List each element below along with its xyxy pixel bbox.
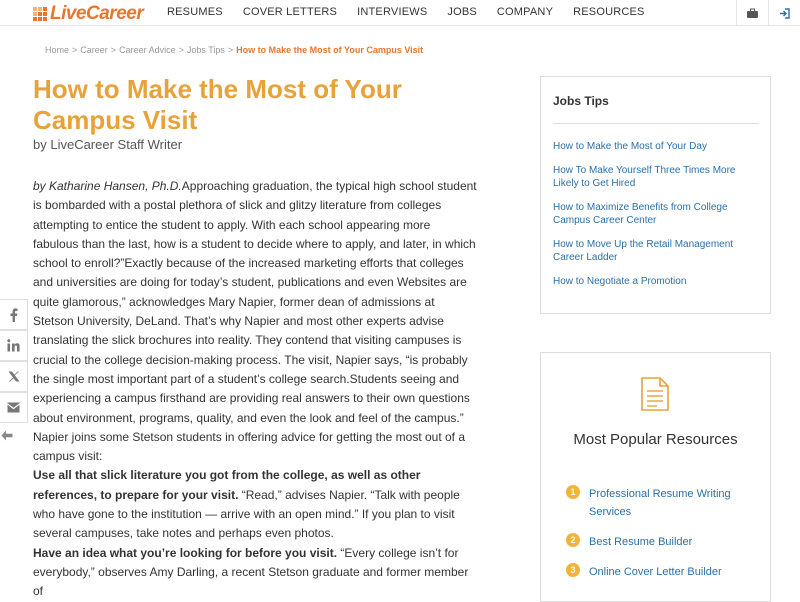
breadcrumb-career-advice[interactable]: Career Advice — [119, 45, 176, 55]
email-icon[interactable] — [0, 392, 28, 423]
nav-interviews[interactable]: INTERVIEWS — [357, 6, 428, 18]
linkedin-icon[interactable] — [0, 330, 28, 361]
jobs-tips-list — [553, 140, 763, 299]
page-title: How to Make the Most of Your Campus Visit — [33, 74, 402, 135]
livecareer-logo[interactable] — [33, 3, 143, 25]
breadcrumb: Home > Career > Career Advice > Jobs Tips > How to Make the Most of Your Campus Visit — [45, 45, 424, 55]
tip-text: “Read,” advises Napier. “Talk with people who have gone to the institution — arrive with an open mind.” If you plan to visit several campuses, take notes and perhaps even photos. — [33, 487, 460, 541]
popular-resources-box — [540, 352, 771, 602]
paragraph-text: Approaching graduation, the typical high school student is bombarded with a postal plethora of slick and glitzy literature from colleges attempting to entice the student to apply. With each school appearing more fabulous than the last, how is a student to decide where to apply, and later, in which school to enroll?”Exactly because of the increased marketing efforts that colleges and universities are doing for today’s student, publications and even Websites are quite glamorous,” acknowledges Mary Napier, former dean of admissions at Stetson University, DeLand. That’s why Napier and most other experts advise translating the slick brochures into reality. They contend that visiting campuses is crucial to the college decision-making process. The visit, Napier says, “is probably the single most important part of a student’s college search.Students seeing and experiencing a campus firsthand are providing real answers to their own questions about environment, programs, quality, and even the look and feel of the campus.” Napier joins some Stetson students in offering advice for getting the most out of a campus visit: — [33, 179, 477, 464]
header-icons — [736, 0, 800, 26]
byline: by LiveCareer Staff Writer — [33, 137, 183, 152]
breadcrumb-career[interactable]: Career — [80, 45, 108, 55]
share-bar — [0, 299, 28, 447]
briefcase-icon[interactable] — [736, 0, 768, 26]
jobs-tip-link[interactable]: How to Maximize Benefits from College Campus Career Center — [553, 202, 728, 226]
popular-resources-title-text: Most Popular Resources — [573, 431, 738, 448]
facebook-icon[interactable] — [0, 299, 28, 330]
tip-text: “Every college isn’t for everybody,” observes Amy Darling, a recent Stetson graduate and former member of — [33, 545, 469, 599]
nav-resumes[interactable]: RESUMES — [167, 6, 223, 18]
nav-company[interactable]: COMPANY — [496, 6, 554, 18]
article-tip — [33, 544, 478, 602]
tip-heading: Use all that slick literature you got from the college, as well as other references, to prepare for your visit. — [33, 468, 421, 502]
article-body — [33, 177, 478, 602]
popular-resources-list — [566, 484, 756, 592]
jobs-tips-title: Jobs Tips — [553, 94, 609, 108]
jobs-tip-link[interactable]: How to Make the Most of Your Day — [553, 141, 707, 152]
logo-dots-icon — [33, 7, 47, 21]
main-nav — [167, 6, 665, 18]
list-item — [566, 484, 756, 520]
top-navigation-bar — [0, 0, 800, 26]
popular-resource-link[interactable]: Best Resume Builder — [589, 536, 693, 548]
breadcrumb-jobs-tips[interactable]: Jobs Tips — [186, 45, 225, 55]
breadcrumb-current: How to Make the Most of Your Campus Visit — [236, 45, 424, 55]
article-paragraph — [33, 177, 478, 466]
number-badge: 2 — [566, 533, 580, 547]
jobs-tips-box — [540, 76, 771, 314]
author-line: by Katharine Hansen, Ph.D. — [33, 179, 182, 193]
jobs-tip-link[interactable]: How to Negotiate a Promotion — [553, 276, 687, 287]
nav-jobs[interactable]: JOBS — [447, 6, 477, 18]
nav-resources[interactable]: RESOURCES — [573, 6, 645, 18]
number-badge: 1 — [566, 485, 580, 499]
popular-resource-link[interactable]: Professional Resume Writing Services — [589, 488, 731, 518]
popular-resources-title — [541, 431, 770, 448]
popular-resource-link[interactable]: Online Cover Letter Builder — [589, 566, 722, 578]
breadcrumb-home[interactable]: Home — [45, 45, 70, 55]
sign-in-icon[interactable] — [768, 0, 800, 26]
document-icon — [641, 377, 669, 416]
list-item — [566, 562, 756, 580]
article-tip — [33, 466, 478, 543]
list-item — [566, 532, 756, 550]
arrow-left-icon[interactable] — [0, 423, 28, 447]
jobs-tip-link[interactable]: How to Move Up the Retail Management Career Ladder — [553, 239, 734, 263]
logo-text: LiveCareer — [50, 3, 144, 24]
tip-heading: Have an idea what you’re looking for before you visit. — [33, 545, 338, 560]
twitter-icon[interactable] — [0, 361, 28, 392]
divider — [553, 123, 759, 124]
nav-cover-letters[interactable]: COVER LETTERS — [242, 6, 338, 18]
number-badge: 3 — [566, 563, 580, 577]
jobs-tip-link[interactable]: How To Make Yourself Three Times More Likely to Get Hired — [553, 165, 736, 189]
